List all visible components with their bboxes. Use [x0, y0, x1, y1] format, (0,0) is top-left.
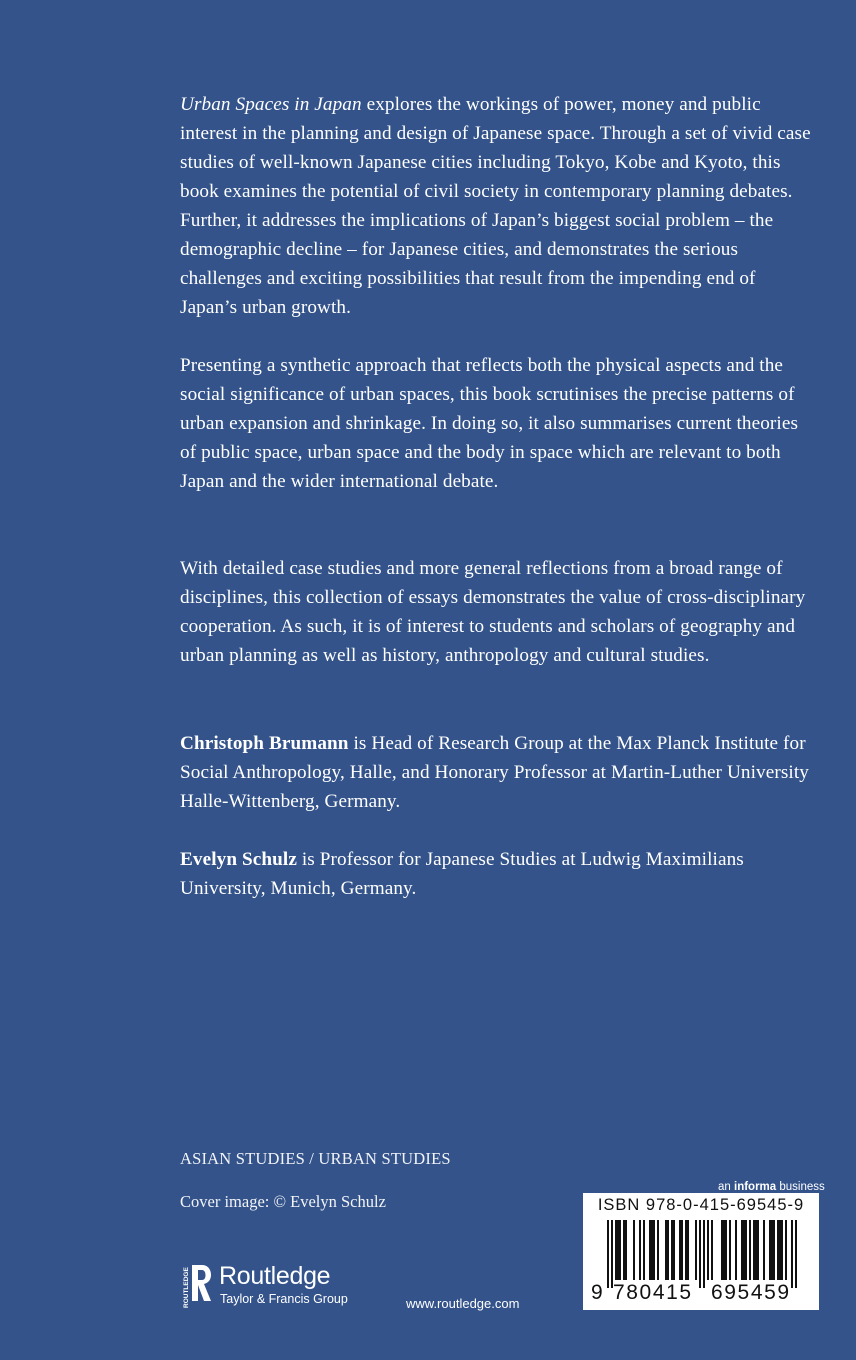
barcode-bar [695, 1220, 697, 1280]
publisher-name: Routledge [219, 1262, 331, 1290]
barcode-bar [699, 1220, 701, 1288]
barcode-bar [725, 1220, 727, 1280]
barcode-bar [625, 1220, 627, 1280]
barcode-bar [743, 1220, 745, 1280]
isbn-left-group: 780415 [613, 1281, 693, 1304]
blurb-paragraph-2: Presenting a synthetic approach that reflects both the physical aspects and the social significance of urban spaces, this book scrutinises the precise patterns of urban expansion and shrinkage. In doing so, it also summarises current theories of public space, urban space and the body in space which are relevant to both Japan and the wider international debate. [180, 355, 799, 492]
publisher-logo [178, 1261, 368, 1311]
barcode-bar [685, 1220, 687, 1280]
barcode-bar [619, 1220, 621, 1280]
informa-tagline: an informa business [718, 1181, 825, 1193]
blurb-paragraph-3: With detailed case studies and more general reflections from a broad range of disciplines, this collection of essays demonstrates the value of cross-disciplinary cooperation. As such, it is of interest to students and scholars of geography and urban planning as well as history, anthropology and cultural studies. [180, 558, 806, 666]
barcode-bar [607, 1220, 609, 1288]
isbn-first-digit: 9 [591, 1281, 605, 1304]
barcode-bar [757, 1220, 759, 1280]
author-name: Christoph Brumann [180, 733, 349, 754]
barcode-bar [615, 1220, 617, 1280]
barcode-bar [643, 1220, 645, 1280]
isbn-barcode [583, 1193, 819, 1310]
barcode-bar [763, 1220, 765, 1280]
barcode-bar [779, 1220, 781, 1280]
blurb-paragraph-1-text: explores the workings of power, money and public interest in the planning and design of Japanese space. Through a set of vivid case studies of well-known Japanese cities including Tokyo, Kobe and Kyoto, this book examines the potential of civil society in contemporary planning debates. Further, it addresses the implications of Japan’s biggest social problem – the demographic decline – for Japanese cities, and demonstrates the serious challenges and exciting possibilities that result from the impending end of Japan’s urban growth. [180, 94, 811, 318]
barcode-bar [785, 1220, 787, 1280]
author-bio-2 [180, 845, 816, 903]
book-title: Urban Spaces in Japan [180, 94, 362, 115]
barcode-bar [653, 1220, 655, 1280]
isbn-right-group: 695459 [711, 1281, 791, 1304]
routledge-logo-icon [178, 1261, 212, 1311]
barcode-bar [665, 1220, 667, 1280]
barcode-bar [749, 1220, 751, 1280]
publisher-group: Taylor & Francis Group [220, 1292, 348, 1306]
barcode-bar [633, 1220, 635, 1280]
author-bio-text: is Head of Research Group at the Max Planck Institute for Social Anthropology, Halle, and Honorary Professor at Martin-Luther University Halle-Wittenberg, Germany. [180, 733, 809, 812]
barcode-bar [777, 1220, 779, 1280]
barcode-bar [741, 1220, 743, 1280]
barcode-bar [753, 1220, 755, 1280]
routledge-vertical-mark: ROUTLEDGE [183, 1267, 190, 1308]
informa-brand: informa [734, 1181, 777, 1193]
barcode-bar [611, 1220, 613, 1288]
barcode-bar [769, 1220, 771, 1280]
barcode-bar [773, 1220, 775, 1280]
barcode-bar [671, 1220, 673, 1280]
barcode-bar [703, 1220, 705, 1288]
publisher-website[interactable]: www.routledge.com [406, 1296, 520, 1311]
barcode-bar [781, 1220, 783, 1280]
barcode-bar [711, 1220, 713, 1280]
barcode-bar [649, 1220, 651, 1280]
barcode-bar [745, 1220, 747, 1280]
barcode-bar [791, 1220, 793, 1288]
barcode-bar [679, 1220, 681, 1280]
cover-image-credit: Cover image: © Evelyn Schulz [180, 1192, 386, 1211]
barcode-bar [723, 1220, 725, 1280]
barcode-bar [721, 1220, 723, 1280]
barcode-bar [617, 1220, 619, 1280]
barcode-bar [623, 1220, 625, 1280]
author-bio-1 [180, 729, 816, 816]
barcode-bar [729, 1220, 731, 1280]
barcode-bar [639, 1220, 641, 1280]
barcode-bar [667, 1220, 669, 1280]
blurb-paragraph-1 [180, 90, 816, 322]
barcode-bar [651, 1220, 653, 1280]
barcode-bar [687, 1220, 689, 1280]
barcode-bar [735, 1220, 737, 1280]
barcode-bar [673, 1220, 675, 1280]
subject-category: ASIAN STUDIES / URBAN STUDIES [180, 1149, 451, 1168]
barcode-bar [771, 1220, 773, 1280]
barcode-bar [657, 1220, 659, 1280]
author-bio-text: is Professor for Japanese Studies at Ludwig Maximilians University, Munich, Germany. [180, 849, 744, 899]
barcode-bar [681, 1220, 683, 1280]
barcode-bar [755, 1220, 757, 1280]
author-name: Evelyn Schulz [180, 849, 297, 870]
isbn-label: ISBN 978-0-415-69545-9 [597, 1196, 805, 1214]
barcode-bar [795, 1220, 797, 1288]
barcode-bar [707, 1220, 709, 1280]
